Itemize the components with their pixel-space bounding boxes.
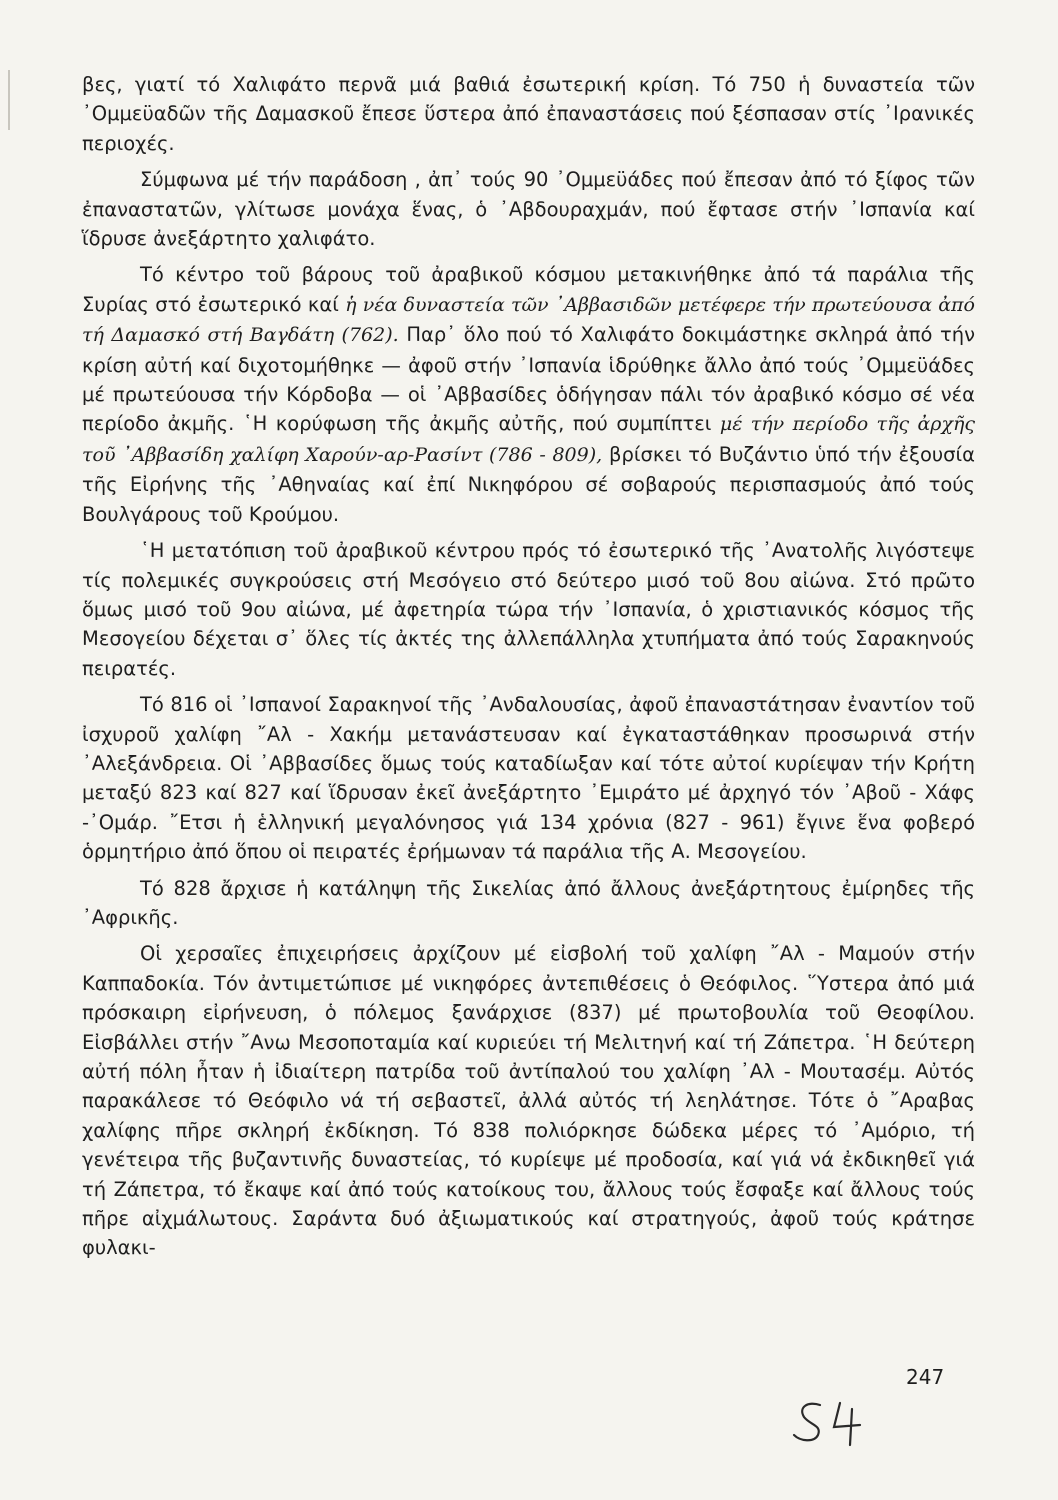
text-run: βες, γιατί τό Χαλιφάτο περνᾶ μιά βαθιά ἐσωτερική κρίση. Τό 750 ἡ δυναστεία τῶν ᾿Ομμεϋαδῶν τῆς Δαμασκοῦ ἔπεσε ὕστερα ἀπό ἐπαναστάσεις πού ξέσπασαν στίς ᾿Ιρανικές περιοχές. <box>82 73 975 155</box>
paragraph <box>82 690 975 866</box>
text-run: Τό 828 ἄρχισε ἡ κατάληψη τῆς Σικελίας ἀπό ἄλλους ἀνεξάρτητους ἐμίρηδες τῆς ᾿Αφρικῆς. <box>82 876 975 929</box>
italic-text: μέ τήν περίοδο τῆς ἀρχῆς τοῦ ᾿Αββασίδη χαλίφη Χαρούν-αρ-Ρασίντ (786 - 809), <box>82 413 975 466</box>
paragraph <box>82 874 975 933</box>
paragraph <box>82 260 975 529</box>
text-run: Τό κέντρο τοῦ βάρους τοῦ ἀραβικοῦ κόσμου μετακινήθηκε ἀπό τά παράλια τῆς Συρίας στό ἐσωτερικό καί <box>82 263 975 316</box>
paragraph <box>82 165 975 253</box>
paragraph <box>82 536 975 683</box>
body-text <box>82 70 975 1270</box>
paragraph <box>82 939 975 1262</box>
page-number: 247 <box>906 1365 945 1389</box>
text-run: ῾Η μετατόπιση τοῦ ἀραβικοῦ κέντρου πρός τό ἐσωτερικό τῆς ᾿Ανατολῆς λιγόστεψε τίς πολεμικές συγκρούσεις στή Μεσόγειο στό δεύτερο μισό τοῦ 8ου αἰώνα. Στό πρῶτο ὅμως μισό τοῦ 9ου αἰώνα, μέ ἀφετηρία τώρα τήν ᾿Ισπανία, ὁ χριστιανικός κόσμος τῆς Μεσογείου δέχεται σ᾿ ὅλες τίς ἀκτές της ἀλλεπάλληλα χτυπήματα ἀπό τούς Σαρακηνούς πειρατές. <box>82 539 975 680</box>
margin-mark <box>8 70 10 130</box>
italic-text: ἡ νέα δυναστεία τῶν ᾿Αββασιδῶν μετέφερε τήν πρωτεύουσα ἀπό τή Δαμασκό στή Βαγδάτη (762). <box>82 293 975 347</box>
text-run: Σύμφωνα μέ τήν παράδοση , ἀπ᾿ τούς 90 ᾿Ομμεϋάδες πού ἔπεσαν ἀπό τό ξίφος τῶν ἐπαναστατῶν, γλίτωσε μονάχα ἕνας, ὁ ᾿Αβδουραχμάν, πού ἔφτασε στήν ᾿Ισπανία καί ἵδρυσε ἀνεξάρτητο χαλιφάτο. <box>82 168 975 251</box>
text-run: Παρ᾿ ὅλο πού τό Χαλιφάτο δοκιμάστηκε σκληρά ἀπό τήν κρίση αὐτή καί διχοτομήθηκε — ἀφοῦ στήν ᾿Ισπανία ἱδρύθηκε ἄλλο ἀπό τούς ᾿Ομμεϋάδες μέ πρωτεύουσα τήν Κόρδοβα — οἱ ᾿Αββασίδες ὁδήγησαν πάλι τόν ἀραβικό κόσμο σέ νέα περίοδο ἀκμῆς. ῾Η κορύφωση τῆς ἀκμῆς αὐτῆς, πού συμπίπτει <box>82 323 975 436</box>
handwritten-folio-number <box>788 1395 878 1447</box>
text-run: Οἱ χερσαῖες ἐπιχειρήσεις ἀρχίζουν μέ εἰσβολή τοῦ χαλίφη ῎Αλ - Μαμούν στήν Καππαδοκία. Τόν ἀντιμετώπισε μέ νικηφόρες ἀντεπιθέσεις ὁ Θεόφιλος. ῞Υστερα ἀπό μιά πρόσκαιρη εἰρήνευση, ὁ πόλεμος ξανάρχισε (837) μέ πρωτοβουλία τοῦ Θεοφίλου. Εἰσβάλλει στήν ῎Ανω Μεσοποταμία καί κυριεύει τή Μελιτηνή καί τή Ζάπετρα. ῾Η δεύτερη αὐτή πόλη ἦταν ἡ ἰδιαίτερη πατρίδα τοῦ ἀντίπαλού του χαλίφη ᾿Αλ - Μουτασέμ. Αὐτός παρακάλεσε τό Θεόφιλο νά τή σεβαστεῖ, ἀλλά αὐτός τή λεηλάτησε. Τότε ὁ ῎Αραβας χαλίφης πῆρε σκληρή ἐκδίκηση. Τό 838 πολιόρκησε δώδεκα μέρες τό ᾿Αμόριο, τή γενέτειρα τῆς βυζαντινῆς δυναστείας, τό κυρίεψε μέ προδοσία, καί γιά νά ἐκδικηθεῖ γιά τή Ζάπετρα, τό ἔκαψε καί ἀπό τούς κατοίκους του, ἄλλους τούς ἔσφαξε καί ἄλλους τούς πῆρε αἰχμάλωτους. Σαράντα δυό ἀξιωματικούς καί στρατηγούς, ἀφοῦ τούς κράτησε φυλακι- <box>82 942 975 1260</box>
paragraph <box>82 70 975 158</box>
text-run: βρίσκει τό Βυζάντιο ὑπό τήν ἐξουσία τῆς Εἰρήνης τῆς ᾿Αθηναίας καί ἐπί Νικηφόρου σέ σοβαρούς περισπασμούς ἀπό τούς Βουλγάρους τοῦ Κρούμου. <box>82 442 975 526</box>
text-run: Τό 816 οἱ ᾿Ισπανοί Σαρακηνοί τῆς ᾿Ανδαλουσίας, ἀφοῦ ἐπαναστάτησαν ἐναντίον τοῦ ἰσχυροῦ χαλίφη ῎Αλ - Χακήμ μετανάστευσαν καί ἐγκαταστάθηκαν προσωρινά στήν ᾿Αλεξάνδρεια. Οἱ ᾿Αββασίδες ὅμως τούς καταδίωξαν καί τότε αὐτοί κυρίεψαν τήν Κρήτη μεταξύ 823 καί 827 καί ἵδρυσαν ἐκεῖ ἀνεξάρτητο ᾿Εμιράτο μέ ἀρχηγό τόν ᾿Αβοῦ - Χάφς -᾿Ομάρ. ῎Ετσι ἡ ἑλληνική μεγαλόνησος γιά 134 χρόνια (827 - 961) ἔγινε ἕνα φοβερό ὁρμητήριο ἀπό ὅπου οἱ πειρατές ἐρήμωναν τά παράλια τῆς Α. Μεσογείου. <box>82 693 975 864</box>
